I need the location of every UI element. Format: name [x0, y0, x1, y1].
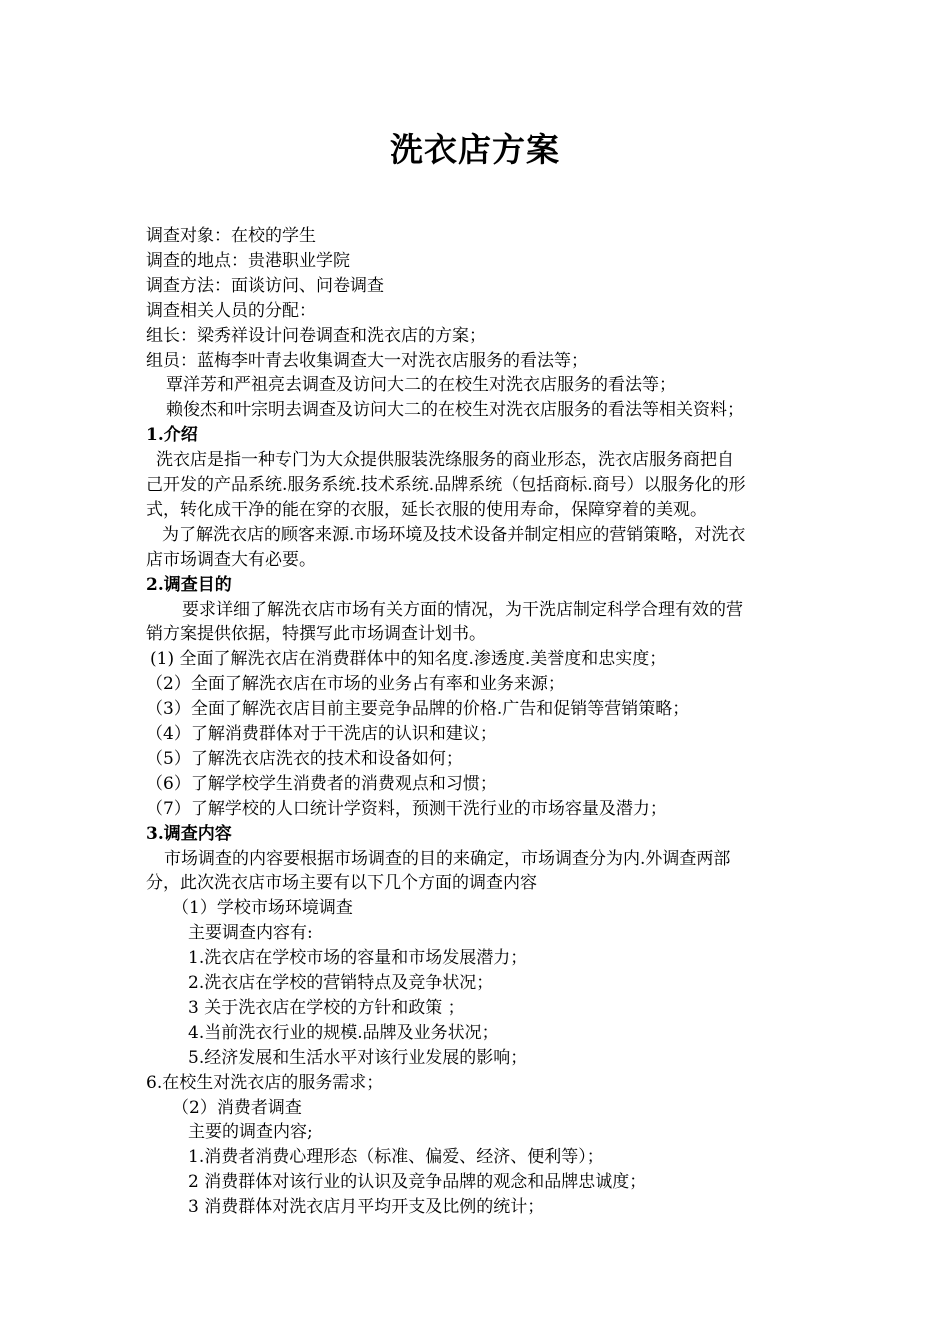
text-line: （4）了解消费群体对于干洗店的认识和建议； — [146, 724, 497, 744]
text-line: 1.消费者消费心理形态（标准、偏爱、经济、便利等）； — [188, 1147, 604, 1167]
text-line: 洗衣店是指一种专门为大众提供服装洗绦服务的商业形态，洗衣店服务商把自 — [156, 450, 734, 470]
section-heading: 2.调查目的 — [146, 575, 232, 595]
text-line: （2）全面了解洗衣店在市场的业务占有率和业务来源； — [146, 674, 565, 694]
text-line: (1) 全面了解洗衣店在消费群体中的知名度.渗透度.美誉度和忠实度； — [150, 649, 667, 669]
text-line: 组员：蓝梅李叶青去收集调查大一对洗衣店服务的看法等； — [146, 351, 588, 371]
text-line: 2.洗衣店在学校的营销特点及竞争状况； — [188, 973, 494, 993]
text-line: 调查相关人员的分配： — [146, 301, 316, 321]
text-line: 覃洋芳和严祖亮去调查及访问大二的在校生对洗衣店服务的看法等； — [166, 375, 676, 395]
text-line: 店市场调查大有必要。 — [146, 550, 316, 570]
text-line: 2 消费群体对该行业的认识及竞争品牌的观念和品牌忠诚度； — [188, 1172, 647, 1192]
text-line: 调查的地点：贵港职业学院 — [146, 251, 350, 271]
text-line: 销方案提供依据，特撰写此市场调查计划书。 — [146, 624, 486, 644]
text-line: 主要调查内容有: — [188, 923, 313, 943]
text-line: 4.当前洗衣行业的规模.品牌及业务状况； — [188, 1023, 499, 1043]
text-line: （6）了解学校学生消费者的消费观点和习惯； — [146, 774, 497, 794]
text-line: 赖俊杰和叶宗明去调查及访问大二的在校生对洗衣店服务的看法等相关资料； — [166, 400, 744, 420]
text-line: 主要的调查内容; — [188, 1122, 313, 1142]
text-line: 要求详细了解洗衣店市场有关方面的情况，为干洗店制定科学合理有效的营 — [182, 600, 743, 620]
text-line: 市场调查的内容要根据市场调查的目的来确定，市场调查分为内.外调查两部 — [164, 849, 731, 869]
text-line: 6.在校生对洗衣店的服务需求； — [146, 1073, 384, 1093]
text-line: （2）消费者调查 — [172, 1098, 302, 1118]
text-line: 为了解洗衣店的顾客来源.市场环境及技术设备并制定相应的营销策略，对洗衣 — [162, 525, 746, 545]
text-line: （7）了解学校的人口统计学资料，预测干洗行业的市场容量及潜力； — [146, 799, 667, 819]
text-line: （1）学校市场环境调查 — [172, 898, 353, 918]
text-line: 调查对象：在校的学生 — [146, 226, 316, 246]
text-line: （5）了解洗衣店洗衣的技术和设备如何； — [146, 749, 463, 769]
text-line: （3）全面了解洗衣店目前主要竞争品牌的价格.广告和促销等营销策略； — [146, 699, 690, 719]
text-line: 3 消费群体对洗衣店月平均开支及比例的统计； — [188, 1197, 545, 1217]
text-line: 式，转化成干净的能在穿的衣服，延长衣服的使用寿命，保障穿着的美观。 — [146, 500, 707, 520]
text-line: 1.洗衣店在学校市场的容量和市场发展潜力； — [188, 948, 528, 968]
text-line: 分，此次洗衣店市场主要有以下几个方面的调查内容 — [146, 873, 537, 893]
text-line: 己开发的产品系统.服务系统.技术系统.品牌系统（包括商标.商号）以服务化的形 — [146, 475, 746, 495]
text-line: 3 关于洗衣店在学校的方针和政策 ； — [188, 998, 465, 1018]
section-heading: 3.调查内容 — [146, 824, 232, 844]
page-title: 洗衣店方案 — [390, 130, 560, 169]
text-line: 5.经济发展和生活水平对该行业发展的影响； — [188, 1048, 528, 1068]
text-line: 调查方法：面谈访问、问卷调查 — [146, 276, 384, 296]
text-line: 组长：梁秀祥设计问卷调查和洗衣店的方案； — [146, 326, 486, 346]
section-heading: 1.介绍 — [146, 425, 198, 445]
